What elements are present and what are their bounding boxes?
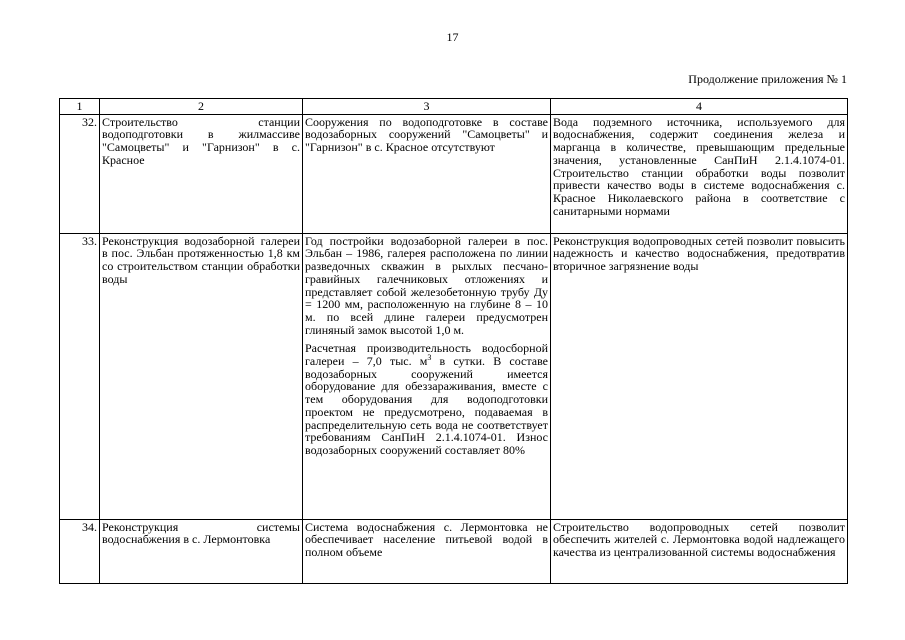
table-row <box>60 233 848 519</box>
row-number: 34. <box>60 519 100 583</box>
effect-cell: Вода подземного источника, используемого для водоснабжения, содержит соединения железа и марганца в количестве, превышающим предельные значения, установленные СанПиН 2.1.4.1074-01. Строительство станции обработки воды позволит привести качество воды в системе водоснабжения с. Красное Николаевского района в соответствие с санитарными нормами <box>551 114 848 233</box>
project-cell: Реконструкция водозаборной галереи в пос. Эльбан протяженностью 1,8 км со строительством станции обработки воды <box>100 233 303 519</box>
row-number: 33. <box>60 233 100 519</box>
appendix-table <box>59 98 848 584</box>
header-cell: 2 <box>100 99 303 115</box>
situation-cell <box>303 519 551 583</box>
project-cell: Реконструкция системы водоснабжения в с. Лермонтовка <box>100 519 303 583</box>
table-row <box>60 519 848 583</box>
table-row <box>60 114 848 233</box>
page-number: 17 <box>446 30 459 44</box>
continuation-note: Продолжение приложения № 1 <box>688 72 847 86</box>
header-cell: 4 <box>551 99 848 115</box>
superscript: 3 <box>427 353 432 363</box>
header-cell: 3 <box>303 99 551 115</box>
situation-text: Сооружения по водоподготовке в составе водозаборных сооружений "Самоцветы" и "Гарнизон" в с. Красное отсутствуют <box>305 114 548 155</box>
situation-cell <box>303 114 551 233</box>
effect-cell: Строительство водопроводных сетей позволит обеспечить жителей с. Лермонтовка водой надлежащего качества из централизованной системы водоснабжения <box>551 519 848 583</box>
header-row <box>60 99 848 115</box>
effect-cell: Реконструкция водопроводных сетей позволит повысить надежность и качество водоснабжения, предотвратив вторичное загрязнение воды <box>551 233 848 519</box>
project-cell: Строительство станции водоподготовки в жилмассиве "Самоцветы" и "Гарнизон" в с. Красное <box>100 114 303 233</box>
situation-text-part: Расчетная производительность водосборной галереи – 7,0 тыс. м <box>305 341 548 369</box>
header-cell: 1 <box>60 99 100 115</box>
situation-text: Система водоснабжения с. Лермонтовка не обеспечивает население питьевой водой в полном объеме <box>305 519 548 560</box>
row-number: 32. <box>60 114 100 233</box>
situation-text <box>305 342 548 456</box>
situation-cell <box>303 233 551 519</box>
situation-text-part: в сутки. В составе водозаборных сооружений имеется оборудование для обеззараживания, вместе с тем оборудования для водоподготовки проектом не предусмотрено, подаваемая в распределительную сеть вода не соответствует требованиям СанПиН 2.1.4.1074-01. Износ водозаборных сооружений составляет 80% <box>305 354 548 457</box>
situation-text: Год постройки водозаборной галереи в пос. Эльбан – 1986, галерея расположена по линии разведочных скважин в рыхлых песчано-гравийных галечниковых отложениях и представляет собой железобетонную трубу Ду = 1200 мм, расположенную на глубине 8 – 10 м. по всей длине галереи предусмотрен глиняный замок высотой 1,0 м. <box>305 233 548 337</box>
